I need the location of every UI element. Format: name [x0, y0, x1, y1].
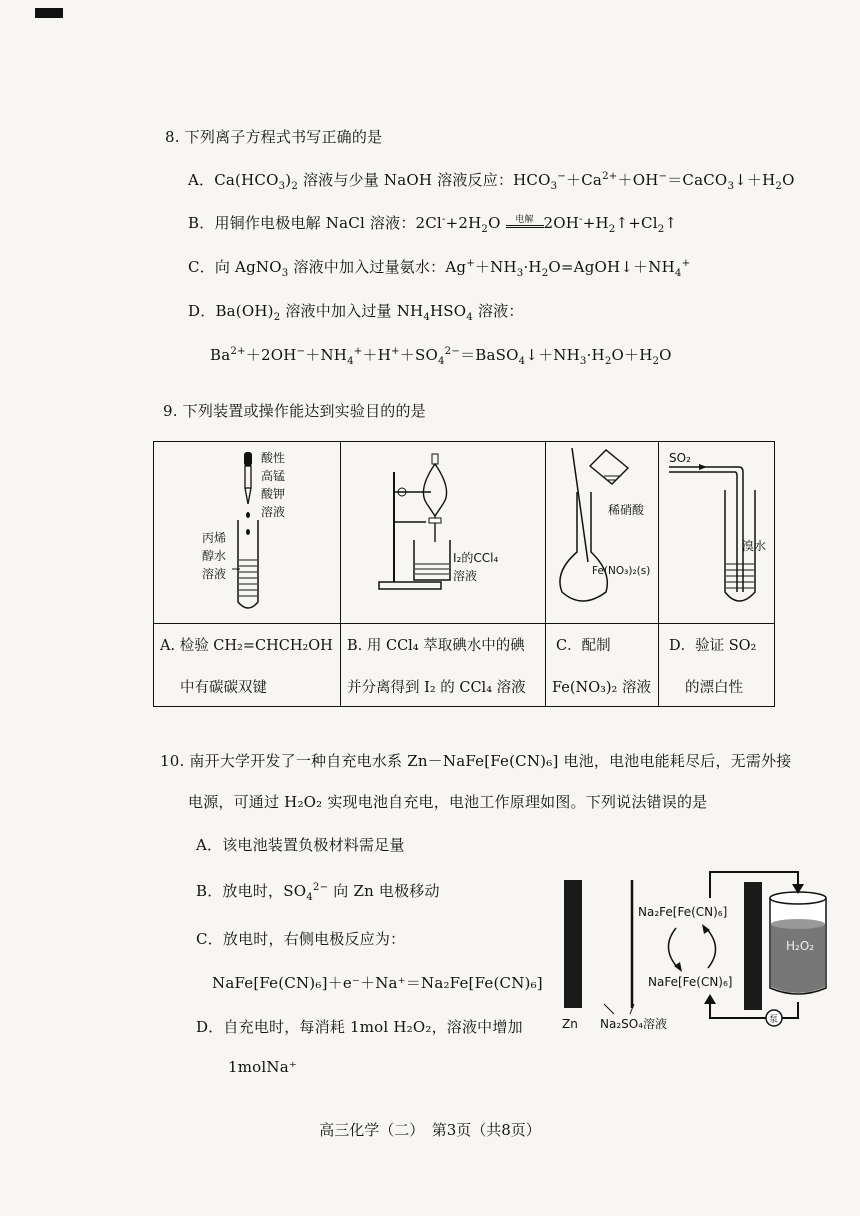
svg-text:酸钾: 酸钾	[261, 487, 286, 501]
q8-stem: 8. 下列离子方程式书写正确的是	[165, 128, 383, 146]
figure-c-cell	[546, 442, 659, 624]
svg-text:溴水: 溴水	[742, 539, 767, 553]
q10-stem-line2: 电源，可通过 H₂O₂ 实现电池自充电，电池工作原理如图。下列说法错误的是	[188, 793, 708, 811]
svg-text:溶液: 溶液	[202, 567, 227, 581]
figure-a-cell	[154, 442, 341, 624]
gas-bubbling-figure	[659, 442, 773, 619]
caption-b: B. 用 CCl₄ 萃取碘水中的碘 并分离得到 I₂ 的 CCl₄ 溶液	[341, 624, 546, 707]
q8-option-d-equation: $Ba^{2+}+2OH^-+NH_4^++H^++SO_4^{2-}=BaSO_4↓+NH_3\cdot H_2O+H_2O$	[210, 346, 672, 367]
battery-diagram	[560, 868, 830, 1038]
svg-text:NaFe[Fe(CN)₆]: NaFe[Fe(CN)₆]	[648, 975, 733, 989]
svg-text:酸性: 酸性	[261, 451, 286, 465]
q10-option-d-cont: 1molNa⁺	[228, 1058, 297, 1076]
q10-stem-line1: 10. 南开大学开发了一种自充电水系 Zn－NaFe[Fe(CN)₆] 电池，电池电能耗尽后，无需外接	[160, 752, 792, 770]
svg-text:稀硝酸: 稀硝酸	[608, 503, 645, 517]
svg-text:溶液: 溶液	[453, 569, 478, 583]
svg-text:I₂的CCl₄: I₂的CCl₄	[453, 551, 499, 565]
q8-option-d: D．$Ba(OH)_2$ 溶液中加入过量 $NH_4HSO_4$ 溶液：	[188, 302, 524, 323]
svg-text:高锰: 高锰	[261, 469, 286, 483]
svg-text:泵: 泵	[769, 1015, 779, 1025]
volumetric-flask-figure	[546, 442, 657, 619]
q9-stem: 9. 下列装置或操作能达到实验目的的是	[163, 402, 426, 420]
q8-option-c: C．向 AgNO$_3$ 溶液中加入过量氨水：$Ag^++NH_3\cdot H_2O=AgOH↓+NH_4^+$	[188, 258, 691, 279]
q10-option-a: A．该电池装置负极材料需足量	[196, 836, 405, 854]
caption-d: D．验证 SO₂ 的漂白性	[659, 624, 775, 707]
q9-options-table	[153, 441, 775, 707]
q10-option-b: B．放电时，$SO_4^{2-}$ 向 Zn 电极移动	[196, 882, 440, 903]
svg-text:溶液: 溶液	[261, 505, 286, 519]
q10-option-c-equation: NaFe[Fe(CN)₆]＋e⁻＋Na⁺＝Na₂Fe[Fe(CN)₆]	[212, 974, 543, 992]
figure-d-cell	[659, 442, 775, 624]
svg-text:Zn: Zn	[562, 1017, 578, 1031]
q10-option-d: D．自充电时，每消耗 1mol H₂O₂，溶液中增加	[196, 1018, 523, 1036]
q10-option-c: C．放电时，右侧电极反应为：	[196, 930, 406, 948]
svg-text:Na₂Fe[Fe(CN)₆]: Na₂Fe[Fe(CN)₆]	[638, 905, 728, 919]
svg-text:SO₂: SO₂	[669, 451, 691, 465]
q8-option-b: B．用铜作电极电解 NaCl 溶液：$2Cl^-+2H_2O$ 电解 $2OH^-+H_2↑+Cl_2↑$	[188, 214, 678, 235]
svg-text:醇水: 醇水	[202, 549, 227, 563]
svg-text:丙烯: 丙烯	[202, 531, 227, 545]
electrolysis-arrow: 电解	[506, 212, 544, 228]
separatory-funnel-figure	[341, 442, 544, 619]
figure-b-cell	[341, 442, 546, 624]
dropper-test-tube-figure	[154, 442, 339, 619]
corner-mark	[35, 8, 63, 18]
q8-option-a: A．$Ca(HCO_3)_2$ 溶液与少量 NaOH 溶液反应：$HCO_3^-+Ca^{2+}+OH^-=CaCO_3↓+H_2O$	[188, 171, 795, 192]
caption-c: C．配制 Fe(NO₃)₂ 溶液	[546, 624, 659, 707]
svg-text:H₂O₂: H₂O₂	[786, 939, 815, 953]
svg-text:Fe(NO₃)₂(s): Fe(NO₃)₂(s)	[592, 565, 651, 577]
page-footer: 高三化学（二） 第3页（共8页）	[319, 1121, 541, 1139]
caption-a: A. 检验 CH₂=CHCH₂OH 中有碳碳双键	[154, 624, 341, 707]
svg-text:Na₂SO₄溶液: Na₂SO₄溶液	[600, 1017, 668, 1031]
